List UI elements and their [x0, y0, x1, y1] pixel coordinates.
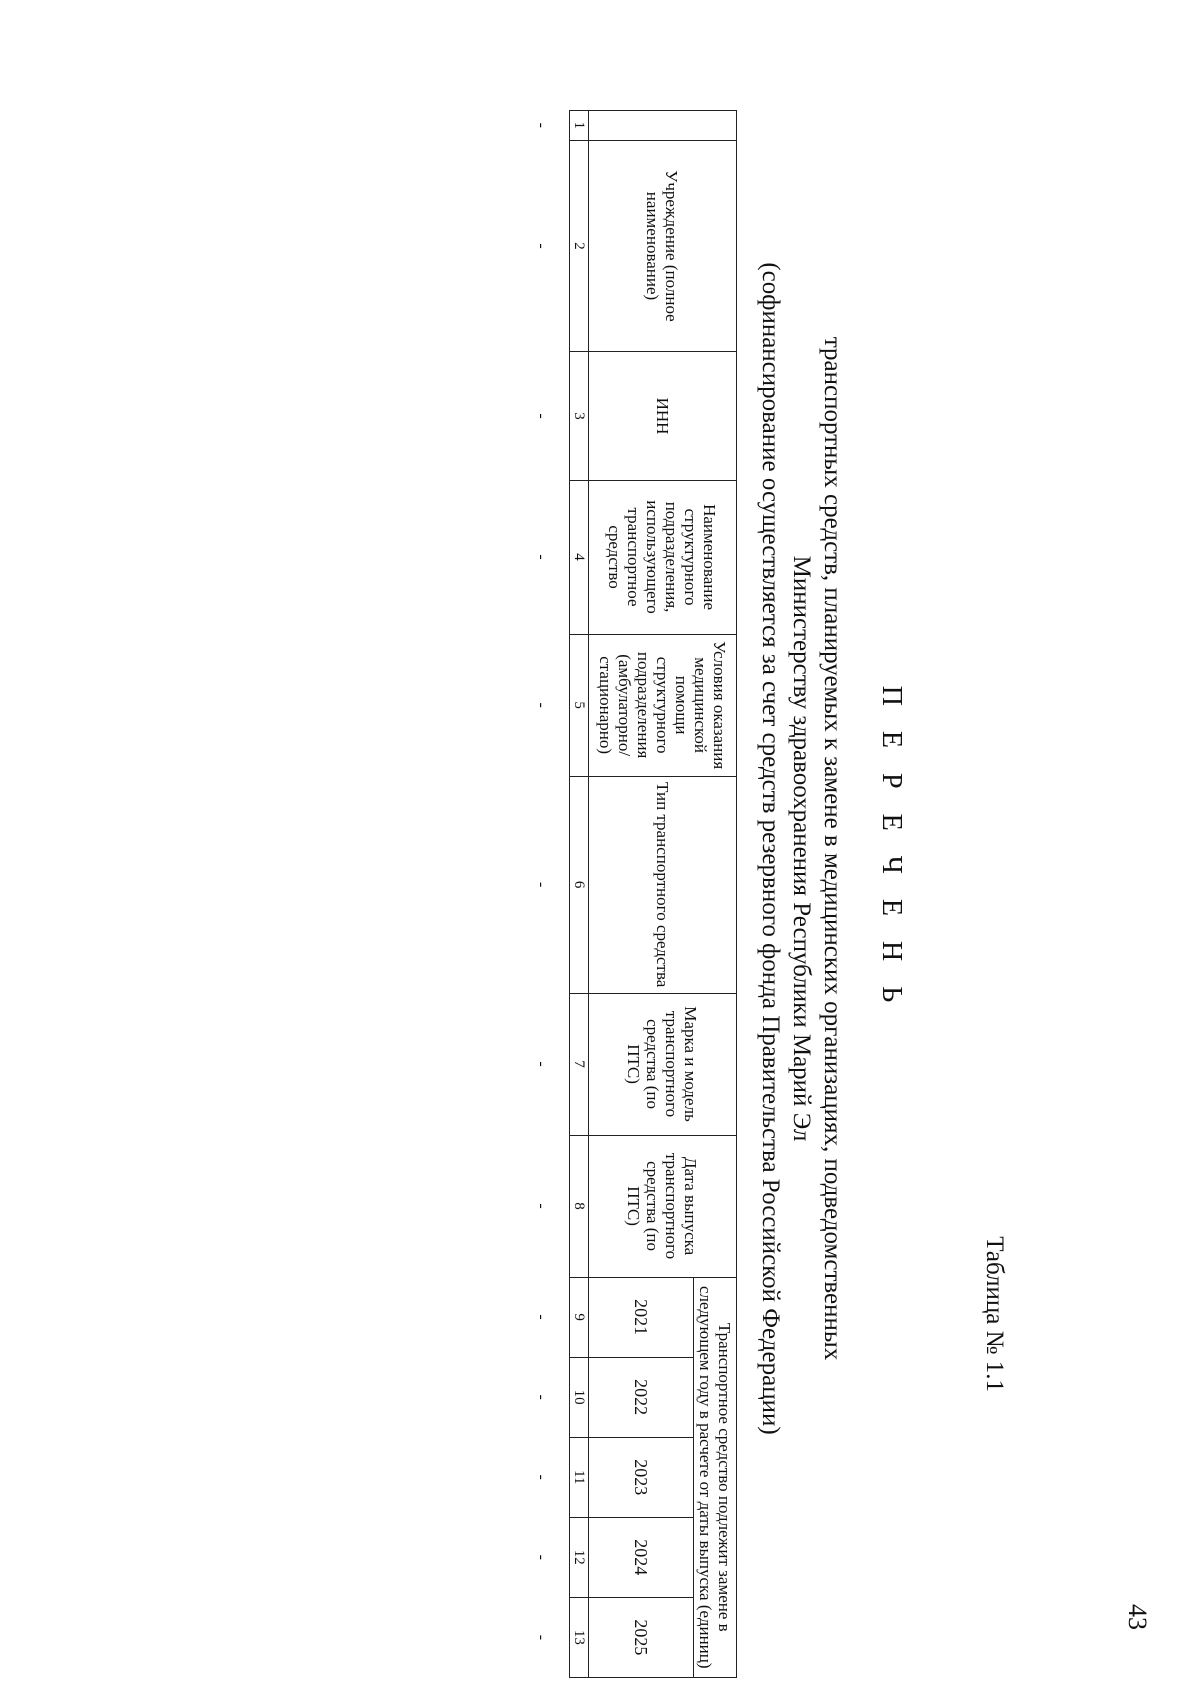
header-year: 2023: [589, 1437, 694, 1517]
column-number: 11: [570, 1437, 589, 1517]
column-number: 3: [570, 352, 589, 480]
column-number: 4: [570, 480, 589, 634]
column-number: 7: [570, 993, 589, 1135]
column-number: 8: [570, 1135, 589, 1277]
column-number: 1: [570, 111, 589, 141]
header-vehicle-model: Марка и модель транспортного средства (по ПТС): [589, 993, 737, 1135]
column-number-row: [570, 111, 589, 1678]
header-year: 2024: [589, 1517, 694, 1597]
header-replacement-group: Транспортное средство подлежит замене в следующем году в расчете от даты выпуска (единиц): [694, 1277, 737, 1677]
header-inn: ИНН: [589, 352, 737, 480]
page-number: 43: [1123, 1604, 1152, 1630]
column-number: 12: [570, 1517, 589, 1597]
table-cell: -: [533, 122, 551, 128]
table-label: Таблица № 1.1: [981, 1236, 1008, 1392]
table-cell: -: [533, 881, 551, 888]
table-row: [515, 111, 570, 1678]
vehicle-list-table: [515, 110, 737, 1678]
header-year: 2021: [589, 1277, 694, 1357]
header-subdivision: Наименование структурного подразделения, использующего транспортное средство: [589, 480, 737, 634]
table-cell: -: [533, 1474, 551, 1480]
header-year: 2022: [589, 1357, 694, 1437]
document-heading: П Е Р Е Ч Е Н Ь: [876, 685, 907, 1012]
table-cell: -: [533, 413, 551, 419]
subtitle-line: транспортных средств, планируемых к замене в медицинских организациях, подведомственных: [819, 336, 846, 1361]
column-number: 5: [570, 634, 589, 776]
table-cell: -: [533, 1061, 551, 1067]
header-year: 2025: [589, 1597, 694, 1677]
header-col-1: [589, 111, 737, 141]
header-care-conditions: Условия оказания медицинской помощи структурного подразделения (амбулаторно/ стационарно): [589, 634, 737, 776]
title-block: [755, 100, 908, 1597]
table-cell: -: [533, 1314, 551, 1320]
table-header-row: [694, 111, 737, 1678]
table-cell: -: [533, 243, 551, 249]
table-cell: -: [533, 702, 551, 708]
column-number: 13: [570, 1597, 589, 1677]
subtitle-line: (софинансирование осуществляется за счет средств резервного фонда Правительства Российской Федерации): [757, 262, 784, 1435]
table-cell: -: [533, 554, 551, 560]
header-institution: Учреждение (полное наименование): [589, 140, 737, 352]
header-vehicle-type: Тип транспортного средства: [589, 776, 737, 993]
column-number: 2: [570, 140, 589, 352]
column-number: 9: [570, 1277, 589, 1357]
table-cell: -: [533, 1394, 551, 1400]
column-number: 6: [570, 776, 589, 993]
column-number: 10: [570, 1357, 589, 1437]
table-cell: -: [533, 1203, 551, 1209]
table-cell: -: [533, 1554, 551, 1560]
table-cell: -: [533, 1634, 551, 1641]
header-release-date: Дата выпуска транспортного средства (по ПТС): [589, 1135, 737, 1277]
subtitle-line: Министерству здравоохранения Республики Марий Эл: [788, 555, 815, 1142]
